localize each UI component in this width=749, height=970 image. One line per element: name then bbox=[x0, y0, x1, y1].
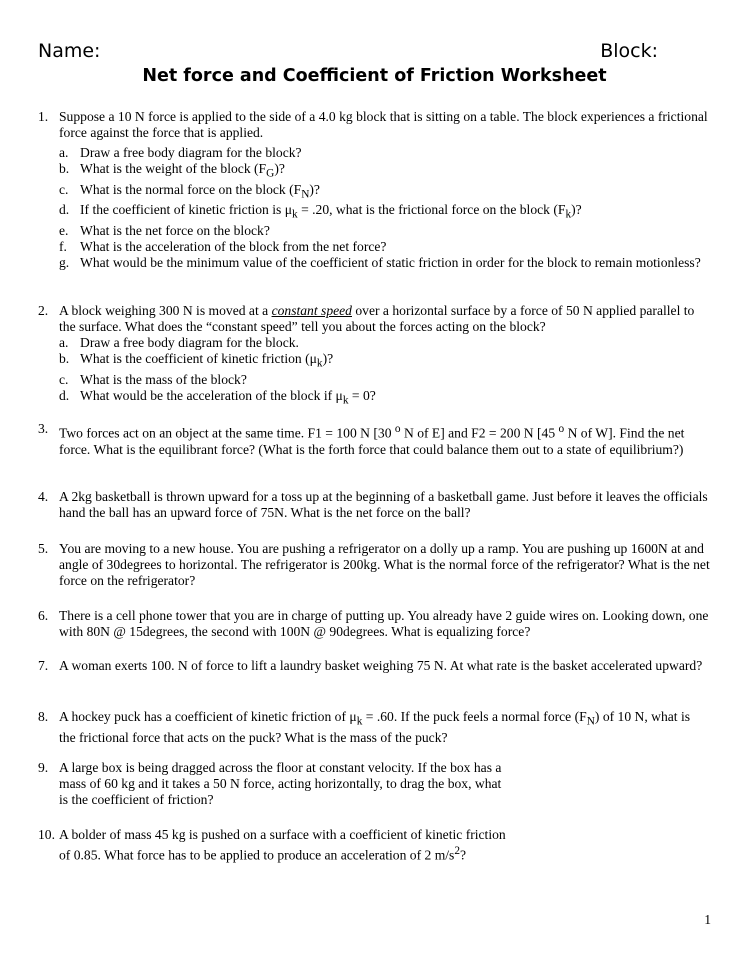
question-number: 2. bbox=[38, 303, 49, 318]
question-number: 6. bbox=[38, 608, 49, 623]
question-4 bbox=[38, 489, 710, 521]
sub-question: g. What would be the minimum value of the coefficient of static friction in order for the block to remain motionless? bbox=[59, 255, 701, 271]
worksheet-title: Net force and Coefficient of Friction Worksheet bbox=[142, 66, 607, 86]
question-number: 4. bbox=[38, 489, 49, 504]
sub-questions bbox=[38, 335, 710, 408]
question-number: 5. bbox=[38, 541, 49, 556]
question-10 bbox=[38, 827, 710, 864]
question-text: A hockey puck has a coefficient of kinetic friction of $\mu_k = .60$. If the puck feels a normal force $(F_N)$ of 10 N, what is the frictional force that acts on the puck? What is the mass of the puck? bbox=[59, 709, 691, 745]
question-text: A 2kg basketball is thrown upward for a toss up at the beginning of a basketball game. Just before it leaves the officials hand the ball has an upward force of 75N. What is the net force on the ball? bbox=[59, 489, 708, 520]
sub-question: d. What would be the acceleration of the block if $\mu_k = 0$? bbox=[59, 387, 376, 407]
sub-question: a. Draw a free body diagram for the block? bbox=[59, 145, 302, 160]
question-text: A bolder of mass 45 kg is pushed on a surface with a coefficient of kinetic friction of 0.85. What force has to be applied to produce an acceleration of 2 $m/s^2$? bbox=[59, 827, 506, 863]
question-text: A woman exerts 100. N of force to lift a laundry basket weighing 75 N. At what rate is the basket accelerated upward? bbox=[59, 658, 703, 673]
emphasis-text: constant speed bbox=[271, 303, 352, 318]
sub-question: d. If the coefficient of kinetic friction is $\mu_k = .20$, what is the frictional force on the block $(F_k)$? bbox=[59, 202, 582, 222]
question-number: 7. bbox=[38, 658, 49, 673]
sub-question: b. What is the weight of the block $(F_G)$? bbox=[59, 161, 285, 180]
question-8 bbox=[38, 709, 710, 746]
question-text: A large box is being dragged across the floor at constant velocity. If the box has a mass of 60 kg and it takes a 50 N force, acting horizontally, to drag the box, what is the coefficient of friction? bbox=[59, 760, 502, 807]
block-label: Block: bbox=[600, 40, 658, 62]
sub-question: f. What is the acceleration of the block from the net force? bbox=[59, 239, 387, 255]
sub-question: c. What is the mass of the block? bbox=[59, 371, 247, 387]
question-number: 9. bbox=[38, 760, 49, 775]
question-text: Two forces act on an object at the same time. F1 = 100 N [30 $^o$ N of E] and F2 = 200 N [45 $^o$ N of W]. Find the net force. What is the equilibrant force? (What is the forth force that could balance them out to a state of equilibrium?) bbox=[59, 423, 685, 457]
sub-question: e. What is the net force on the block? bbox=[59, 223, 270, 239]
sub-question: a. Draw a free body diagram for the block. bbox=[59, 335, 299, 350]
question-number: 3. bbox=[38, 421, 49, 436]
question-text: There is a cell phone tower that you are in charge of putting up. You already have 2 guide wires on. Looking down, one with 80N @ 15degrees, the second with 100N @ 90degrees. What is equalizing force? bbox=[59, 608, 709, 639]
question-text: Suppose a 10 N force is applied to the side of a 4.0 kg block that is sitting on a table. The block experiences a frictional force against the force that is applied. bbox=[59, 109, 708, 140]
question-number: 1. bbox=[38, 109, 49, 124]
sub-question: b. What is the coefficient of kinetic friction $(\mu_k)$? bbox=[59, 351, 334, 370]
question-2 bbox=[38, 303, 710, 408]
question-text: A block weighing 300 N is moved at a constant speed over a horizontal surface by a force of 50 N applied parallel to the surface. What does the “constant speed” tell you about the forces acting on the block? bbox=[59, 303, 695, 334]
question-number: 10. bbox=[38, 827, 55, 842]
sub-question: c. What is the normal force on the block $(F_N)$? bbox=[59, 181, 320, 201]
page-number: 1 bbox=[704, 912, 711, 927]
question-9 bbox=[38, 760, 710, 808]
question-3 bbox=[38, 421, 710, 458]
question-number: 8. bbox=[38, 709, 49, 724]
sub-questions bbox=[38, 145, 710, 271]
question-6 bbox=[38, 608, 710, 640]
question-7 bbox=[38, 658, 710, 674]
question-1 bbox=[38, 109, 710, 271]
question-5 bbox=[38, 541, 710, 589]
question-text: You are moving to a new house. You are pushing a refrigerator on a dolly up a ramp. You are pushing up 1600N at and angle of 30degrees to horizontal. The refrigerator is 200kg. What is the normal force of the refrigerator? What is the net force on the refrigerator? bbox=[59, 541, 710, 588]
name-label: Name: bbox=[38, 40, 101, 62]
